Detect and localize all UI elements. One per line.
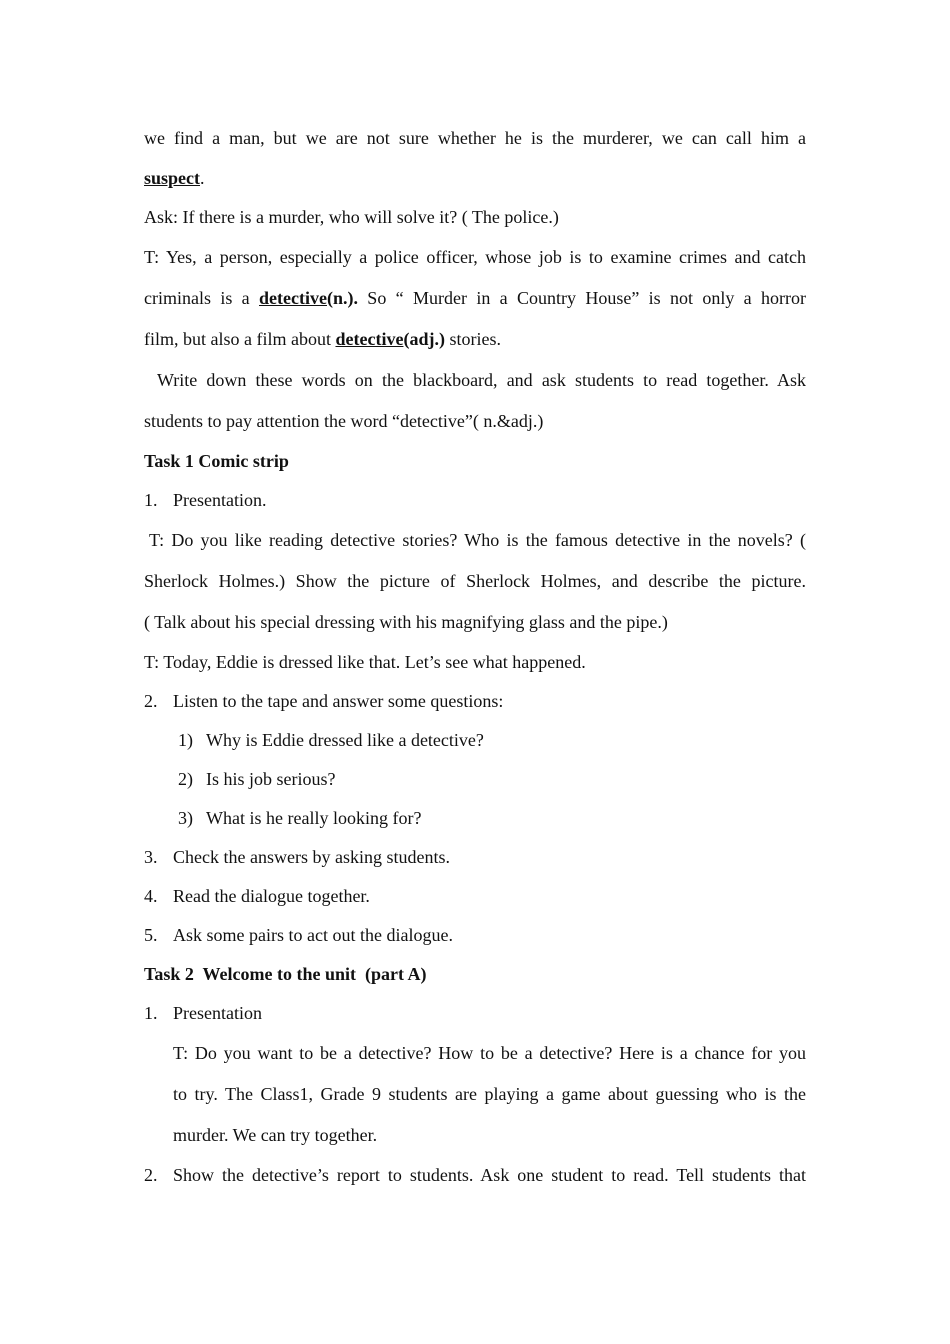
paragraph-line: suspect. [144, 168, 205, 188]
list-item: 1. Presentation [144, 1003, 262, 1023]
paragraph-line: to try. The Class1, Grade 9 students are playing a game about guessing who is the [173, 1084, 806, 1104]
task2-heading: Task 2 Welcome to the unit (part A) [144, 964, 427, 984]
question-item: 1) Why is Eddie dressed like a detective? [178, 730, 484, 750]
list-item: 4. Read the dialogue together. [144, 886, 370, 906]
vocab-detective-noun: detective [259, 288, 327, 308]
paragraph-line: murder. We can try together. [173, 1125, 378, 1145]
vocab-detective-adj: detective [335, 329, 404, 349]
paragraph-line: film, but also a film about detective(adj.) stories. [144, 329, 501, 349]
question-item: 3) What is he really looking for? [178, 808, 422, 828]
list-item: 3. Check the answers by asking students. [144, 847, 450, 867]
paragraph-line: Write down these words on the blackboard, and ask students to read together. Ask [157, 370, 806, 390]
part-of-speech: (adj.) [403, 329, 445, 349]
question-item: 2) Is his job serious? [178, 769, 336, 789]
paragraph-line: T: Yes, a person, especially a police officer, whose job is to examine crimes and catch [144, 247, 806, 267]
paragraph-line: ( Talk about his special dressing with his magnifying glass and the pipe.) [144, 612, 668, 632]
document-page [144, 118, 806, 1195]
list-item: 1. Presentation. [144, 490, 267, 510]
list-item: 5. Ask some pairs to act out the dialogue. [144, 925, 453, 945]
paragraph-line: students to pay attention the word “detective”( n.&adj.) [144, 411, 544, 431]
paragraph-line: criminals is a detective(n.). So “ Murder in a Country House” is not only a horror [144, 288, 806, 308]
part-of-speech: (n.). [326, 288, 358, 308]
paragraph-line: T: Do you want to be a detective? How to be a detective? Here is a chance for you [173, 1043, 806, 1063]
list-item: 2. Listen to the tape and answer some questions: [144, 691, 504, 711]
list-item: 2. Show the detective’s report to students. Ask one student to read. Tell students that [144, 1165, 806, 1185]
paragraph-line: Sherlock Holmes.) Show the picture of Sherlock Holmes, and describe the picture. [144, 571, 806, 591]
paragraph-line: T: Do you like reading detective stories? Who is the famous detective in the novels? ( [149, 530, 806, 550]
paragraph-line: Ask: If there is a murder, who will solve it? ( The police.) [144, 207, 559, 227]
task1-heading: Task 1 Comic strip [144, 451, 289, 471]
paragraph-line: T: Today, Eddie is dressed like that. Let’s see what happened. [144, 652, 586, 672]
vocab-suspect: suspect [144, 168, 201, 188]
paragraph-line: we find a man, but we are not sure whether he is the murderer, we can call him a [144, 128, 806, 148]
